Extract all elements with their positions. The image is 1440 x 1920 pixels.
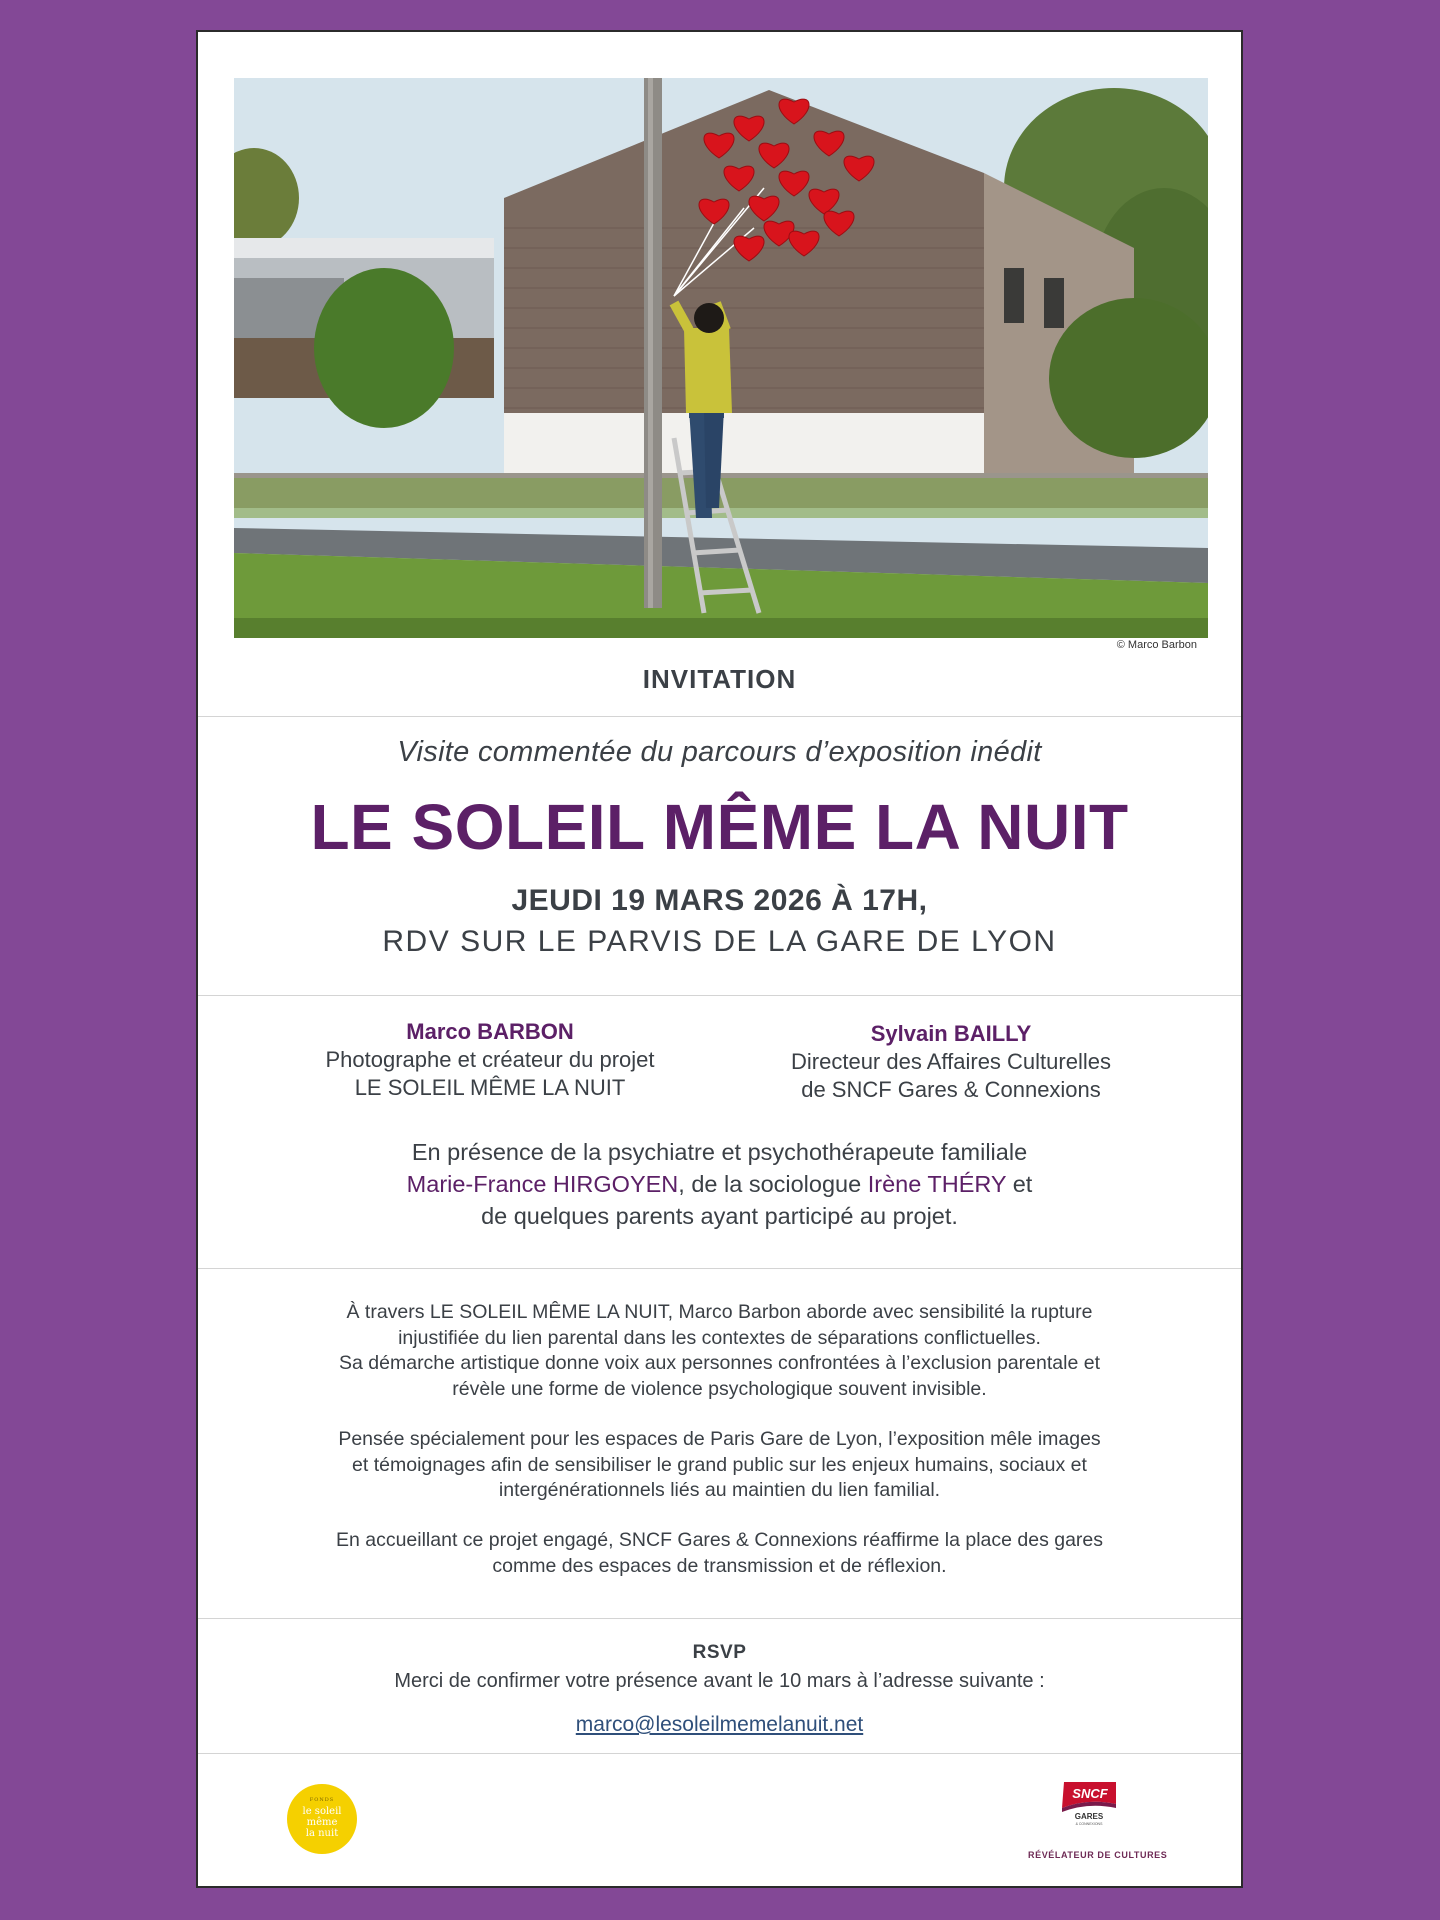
description-line: Sa démarche artistique donne voix aux personnes confrontées à l’exclusion parentale et	[339, 1352, 1100, 1374]
sncf-logo-text: SNCF	[1072, 1786, 1108, 1801]
speaker-2	[751, 1020, 1151, 1104]
speaker-1	[290, 1018, 690, 1102]
sncf-logo-sub2: & CONNEXIONS	[1075, 1822, 1103, 1826]
speaker-role-line: LE SOLEIL MÊME LA NUIT	[354, 1075, 626, 1100]
fonds-logo	[287, 1784, 357, 1854]
event-place: RDV SUR LE PARVIS DE LA GARE DE LYON	[382, 925, 1057, 958]
invitation-card	[196, 30, 1243, 1888]
heart-balloon-icon	[779, 171, 809, 196]
fonds-logo-line: même	[306, 1817, 338, 1828]
divider	[198, 1618, 1241, 1619]
rsvp-email-wrapper	[198, 1713, 1241, 1737]
description-line: comme des espaces de transmission et de réflexion.	[492, 1554, 947, 1577]
sncf-logo	[1058, 1778, 1120, 1826]
sncf-tagline: RÉVÉLATEUR DE CULTURES	[1028, 1850, 1168, 1860]
heart-balloon-icon	[734, 116, 764, 141]
speaker-role-line: Directeur des Affaires Culturelles	[791, 1049, 1111, 1074]
guest-name: Irène THÉRY	[867, 1171, 1007, 1197]
heart-balloon-icon	[814, 131, 844, 156]
heart-balloon-icon	[809, 189, 839, 214]
fonds-logo-line: le soleil	[302, 1806, 342, 1817]
heart-balloon-icon	[749, 196, 779, 221]
heart-balloon-icon	[724, 166, 754, 191]
heart-balloon-icon	[759, 143, 789, 168]
fonds-logo-line: la nuit	[305, 1828, 339, 1839]
fonds-logo-text	[287, 1806, 357, 1839]
presence-text: et	[1006, 1171, 1033, 1197]
event-date: JEUDI 19 MARS 2026 À 17H,	[511, 884, 928, 917]
description-line: intergénérationnels liés au maintien du lien familial.	[498, 1479, 941, 1501]
heart-balloon-icon	[779, 99, 809, 124]
rsvp-text: Merci de confirmer votre présence avant le 10 mars à l’adresse suivante :	[394, 1670, 1045, 1692]
presence-line: de quelques parents ayant participé au projet.	[481, 1203, 958, 1229]
presence-paragraph	[198, 1136, 1241, 1232]
presence-line: En présence de la psychiatre et psychothérapeute familiale	[411, 1139, 1028, 1165]
description-paragraph-1	[198, 1300, 1241, 1402]
description-paragraph-2	[198, 1427, 1241, 1504]
divider	[198, 1268, 1241, 1269]
cover-photo	[234, 78, 1208, 638]
presence-line	[198, 1168, 1241, 1200]
balloons-illustration	[234, 78, 1208, 638]
rsvp-title: RSVP	[692, 1642, 747, 1663]
sncf-logo-sub: GARES	[1074, 1812, 1104, 1821]
divider	[198, 995, 1241, 996]
guest-name: Marie-France HIRGOYEN	[406, 1171, 679, 1197]
event-title: LE SOLEIL MÊME LA NUIT	[310, 791, 1129, 863]
divider	[198, 1753, 1241, 1754]
invitation-label: INVITATION	[642, 664, 797, 694]
heart-balloon-icon	[699, 199, 729, 224]
event-subtitle: Visite commentée du parcours d’exposition inédit	[397, 736, 1042, 768]
heart-balloon-icon	[734, 236, 764, 261]
speaker-name: Marco BARBON	[406, 1019, 574, 1044]
rsvp-email-link[interactable]: marco@lesoleilmemelanuit.net	[575, 1713, 864, 1736]
heart-balloon-icon	[824, 211, 854, 236]
divider	[198, 716, 1241, 717]
description-line: Pensée spécialement pour les espaces de Paris Gare de Lyon, l’exposition mêle images	[338, 1428, 1101, 1450]
fonds-logo-label: FONDS	[309, 1797, 335, 1803]
speaker-name: Sylvain BAILLY	[870, 1021, 1032, 1046]
photo-credit: © Marco Barbon	[1116, 639, 1197, 651]
description-line: et témoignages afin de sensibiliser le grand public sur les enjeux humains, sociaux et	[352, 1453, 1087, 1476]
description-line: En accueillant ce projet engagé, SNCF Gares & Connexions réaffirme la place des gares	[335, 1529, 1104, 1551]
description-line: À travers LE SOLEIL MÊME LA NUIT, Marco Barbon aborde avec sensibilité la rupture	[346, 1301, 1093, 1323]
description-paragraph-3	[198, 1528, 1241, 1579]
presence-text: , de la sociologue	[678, 1171, 868, 1197]
speaker-role-line: de SNCF Gares & Connexions	[801, 1077, 1101, 1102]
description-line: révèle une forme de violence psychologique souvent invisible.	[452, 1377, 987, 1400]
description-line: injustifiée du lien parental dans les contextes de séparations conflictuelles.	[398, 1326, 1041, 1349]
heart-balloon-icon	[704, 133, 734, 158]
speaker-role-line: Photographe et créateur du projet	[325, 1047, 655, 1072]
heart-balloon-icon	[789, 231, 819, 256]
heart-balloon-icon	[844, 156, 874, 181]
